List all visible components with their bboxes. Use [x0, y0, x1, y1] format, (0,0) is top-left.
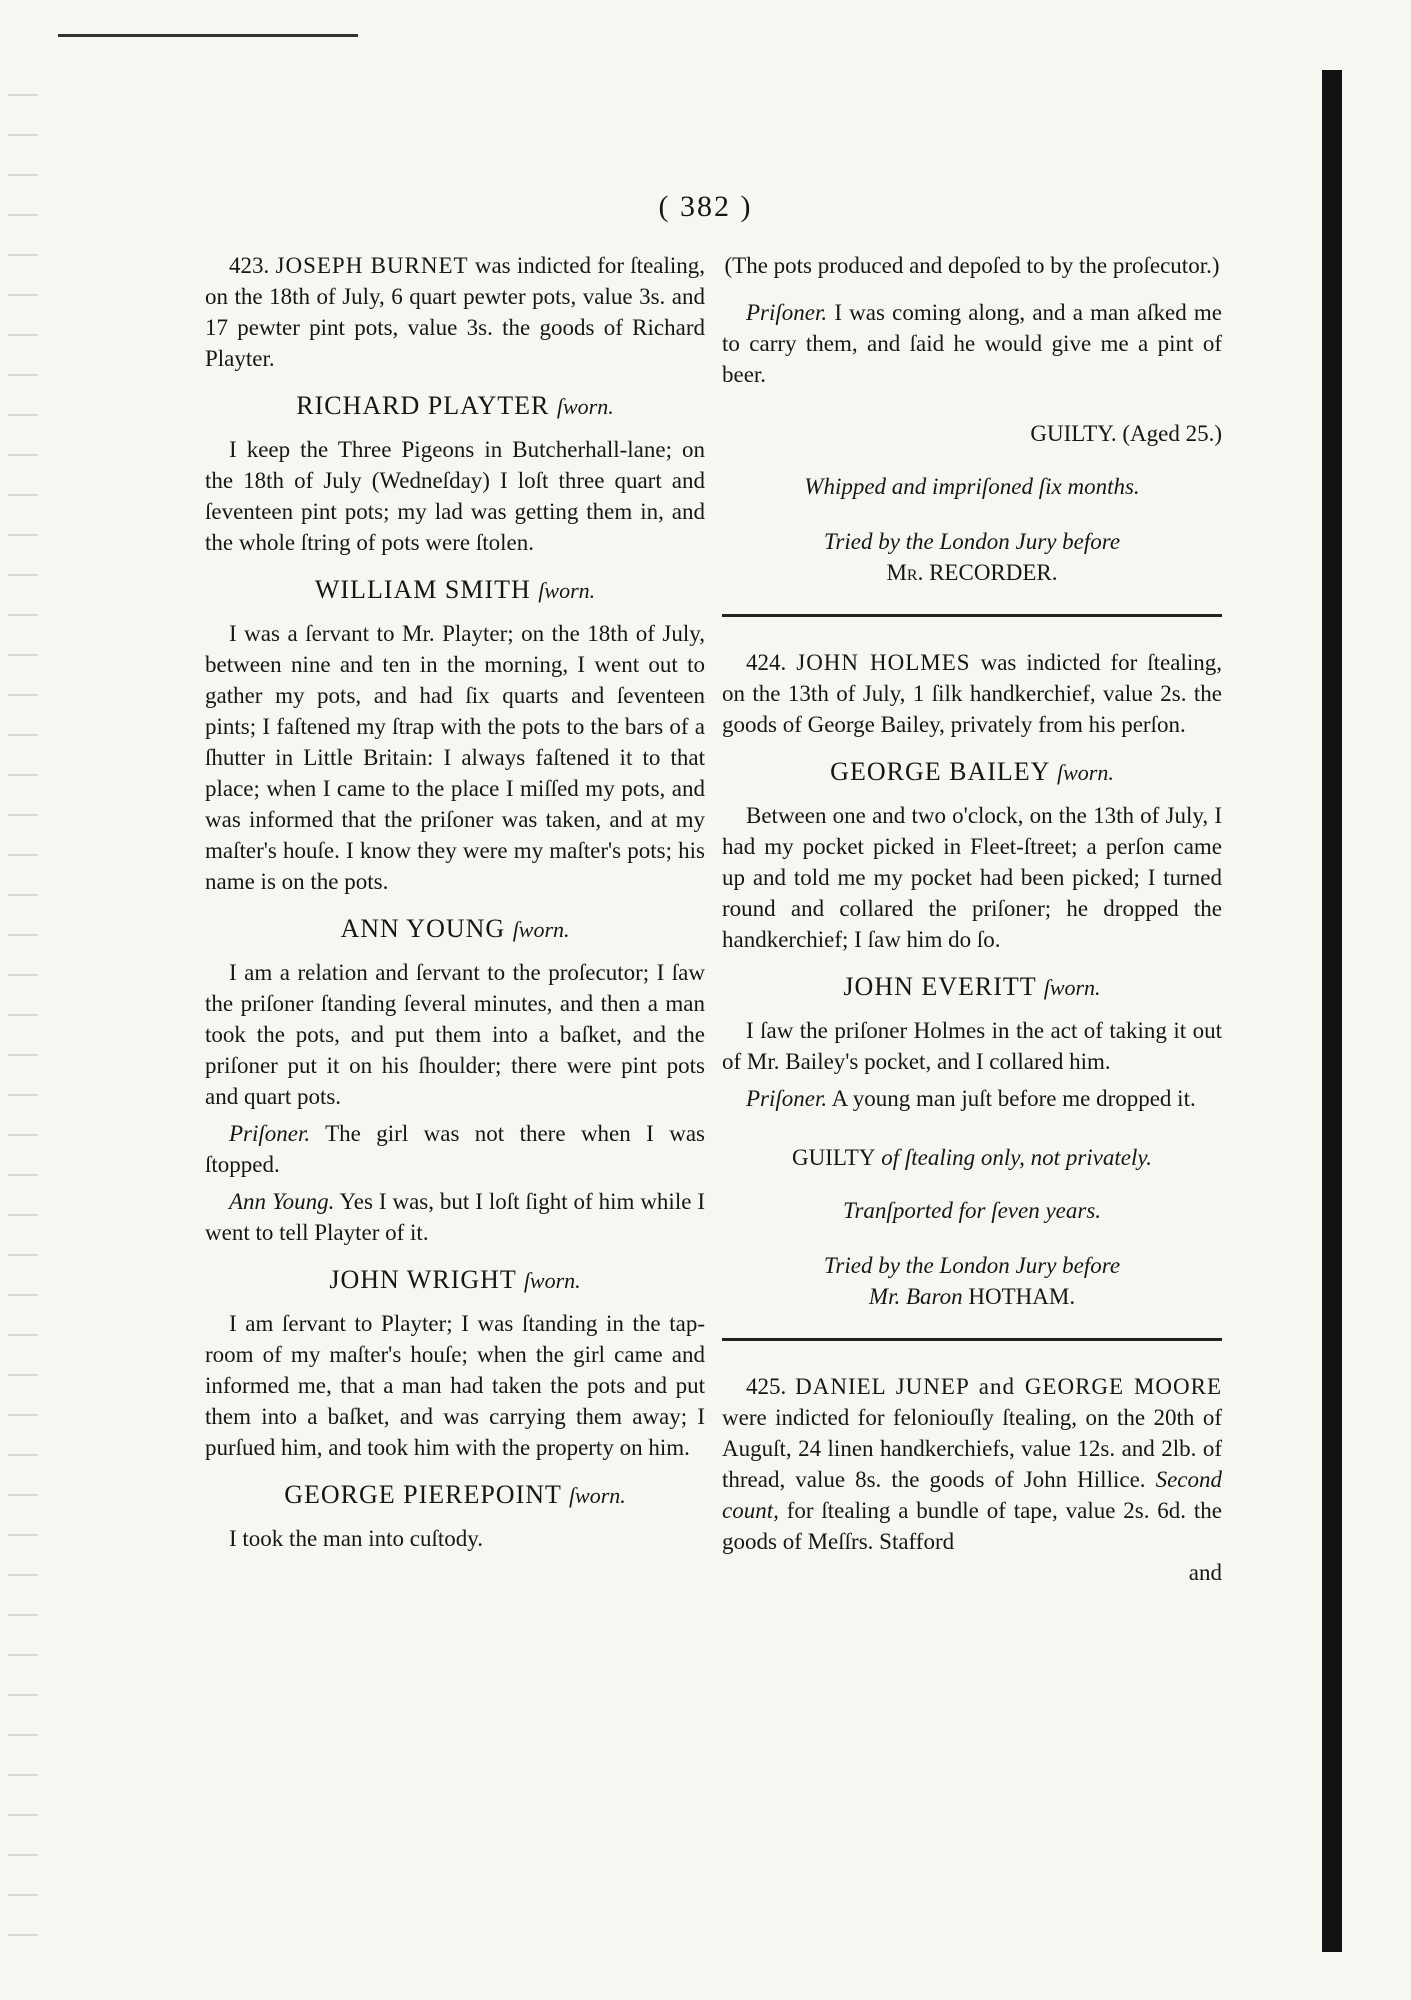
- case-number: 423.: [229, 253, 270, 278]
- tried-line: [722, 1250, 1222, 1312]
- judge-name: HOTHAM.: [968, 1284, 1076, 1309]
- sworn-label: ſworn.: [1056, 760, 1114, 785]
- tried-text: Tried by the London Jury before: [823, 529, 1121, 554]
- indictment-text: were indicted for feloniouſly ſtealing, on the 20th of Auguſt, 24 linen handkerchiefs, value 12s. and 2lb. of thread, value 8s. the goods of John Hillice.: [722, 1405, 1222, 1492]
- right-column: [722, 250, 1222, 1604]
- witness-heading: [205, 1479, 705, 1511]
- speaker: Priſoner.: [229, 1121, 311, 1146]
- binding-shadow: [1322, 70, 1342, 1952]
- indictment-text-2: for ſtealing a bundle of tape, value 2s. 6d. the goods of Meſſrs. Stafford: [722, 1498, 1223, 1554]
- gutter-specks: [8, 80, 38, 1960]
- verdict: GUILTY: [791, 1145, 876, 1170]
- exchange: [205, 1118, 705, 1180]
- witness-name: GEORGE PIEREPOINT: [284, 1480, 562, 1509]
- speaker: Priſoner.: [746, 300, 828, 325]
- second-count-label: Second count,: [722, 1467, 1222, 1523]
- sworn-label: ſworn.: [1043, 975, 1101, 1000]
- testimony: Between one and two o'clock, on the 13th of July, I had my pocket picked in Fleet-ſtreet; a perſon came up and told me my pocket had been picked; I turned round and collared the priſoner; he dropped the handkerchief; I ſaw him do ſo.: [722, 803, 1222, 952]
- witness-name: JOHN WRIGHT: [329, 1265, 517, 1294]
- sworn-label: ſworn.: [523, 1268, 581, 1293]
- testimony: I was a ſervant to Mr. Playter; on the 18th of July, between nine and ten in the morning, I went out to gather my pots, and had ſix quarts and ſeventeen pints; I faſtened my ſtrap with the pots to the bars of a ſhutter in Little Britain: I always faſtened it to that place; when I came to the place I miſſed my pots, and was informed that the priſoner was taken, and at my maſter's houſe. I know they were my maſter's pots; his name is on the pots.: [205, 621, 705, 894]
- speech-text: I was coming along, and a man aſked me to carry them, and ſaid he would give me a pint of beer.: [722, 300, 1223, 387]
- witness-name: RICHARD PLAYTER: [296, 391, 550, 420]
- defendant-name: DANIEL JUNEP and GEORGE MOORE: [795, 1374, 1223, 1399]
- tried-text: Tried by the London Jury before: [823, 1253, 1121, 1278]
- verdict-line: [722, 1142, 1222, 1173]
- sentence: Whipped and impriſoned ſix months.: [804, 474, 1140, 499]
- verdict-detail: of ſtealing only, not privately.: [881, 1145, 1153, 1170]
- witness-name: GEORGE BAILEY: [830, 757, 1050, 786]
- sworn-label: ſworn.: [512, 917, 570, 942]
- witness-heading: [722, 756, 1222, 788]
- verdict-line: [722, 418, 1222, 449]
- testimony: I ſaw the priſoner Holmes in the act of taking it out of Mr. Bailey's pocket, and I collared him.: [722, 1018, 1222, 1074]
- judge-name: Mr. RECORDER.: [886, 560, 1058, 585]
- sentence: Tranſported for ſeven years.: [842, 1198, 1102, 1223]
- exchange: [205, 1186, 705, 1248]
- sworn-label: ſworn.: [538, 578, 596, 603]
- case-423-paragraph: [205, 250, 705, 374]
- witness-name: JOHN EVERITT: [843, 972, 1037, 1001]
- section-divider: [722, 1338, 1222, 1341]
- page-number: ( 382 ): [658, 190, 753, 223]
- testimony: I am ſervant to Playter; I was ſtanding in the tap-room of my maſter's houſe; when the girl came and informed me, that a man had taken the pots and put them into a baſket, and was carrying them away; I purſued him, and took him with the property on him.: [205, 1311, 705, 1460]
- witness-name: ANN YOUNG: [340, 914, 506, 943]
- testimony: I am a relation and ſervant to the proſecutor; I ſaw the priſoner ſtanding ſeveral minutes, and then a man took the pots, and put them into a baſket, and the priſoner put it on his ſhoulder; there were pint pots and quart pots.: [205, 960, 705, 1109]
- case-number: 424.: [746, 650, 787, 675]
- sworn-label: ſworn.: [556, 394, 614, 419]
- prisoner-statement: [722, 1083, 1222, 1114]
- age: (Aged 25.): [1122, 421, 1222, 446]
- section-divider: [722, 614, 1222, 617]
- defendant-name: JOHN HOLMES: [796, 650, 971, 675]
- witness-name: WILLIAM SMITH: [314, 575, 531, 604]
- indictment-text: was indicted for ſtealing, on the 18th of July, 6 quart pewter pots, value 3s. and 17 pewter pint pots, value 3s. the goods of Richard Playter.: [205, 253, 706, 371]
- defendant-name: JOSEPH BURNET: [275, 253, 469, 278]
- testimony: I keep the Three Pigeons in Butcherhall-lane; on the 18th of July (Wedneſday) I loſt three quart and ſeventeen pint pots; my lad was getting them in, and the whole ſtring of pots were ſtolen.: [205, 437, 705, 555]
- speech-text: A young man juſt before me dropped it.: [831, 1086, 1196, 1111]
- speech-text: Yes I was, but I loſt ſight of him while I went to tell Playter of it.: [205, 1189, 706, 1245]
- witness-heading: [205, 913, 705, 945]
- witness-heading: [205, 574, 705, 606]
- judge-title: Mr. Baron: [868, 1284, 963, 1309]
- testimony: I took the man into cuſtody.: [229, 1526, 484, 1551]
- page-edge-line: [58, 34, 358, 37]
- indictment-text: was indicted for ſtealing, on the 13th of July, 1 ſilk handkerchief, value 2s. the goods of George Bailey, privately from his perſon.: [722, 650, 1222, 737]
- tried-line: [722, 526, 1222, 588]
- witness-heading: [722, 971, 1222, 1003]
- case-number: 425.: [746, 1374, 787, 1399]
- verdict: GUILTY.: [1030, 421, 1117, 446]
- prisoner-statement: [722, 297, 1222, 390]
- witness-heading: [205, 1264, 705, 1296]
- case-425-paragraph: [722, 1371, 1222, 1557]
- speech-text: The girl was not there when I was ſtopped.: [205, 1121, 705, 1177]
- sworn-label: ſworn.: [568, 1483, 626, 1508]
- case-424-paragraph: [722, 647, 1222, 740]
- speaker: Priſoner.: [746, 1086, 828, 1111]
- speaker: Ann Young.: [229, 1189, 335, 1214]
- left-column: [205, 250, 705, 1570]
- catchword: and: [1188, 1560, 1222, 1585]
- evidence-note: (The pots produced and depoſed to by the proſecutor.): [724, 253, 1220, 278]
- witness-heading: [205, 390, 705, 422]
